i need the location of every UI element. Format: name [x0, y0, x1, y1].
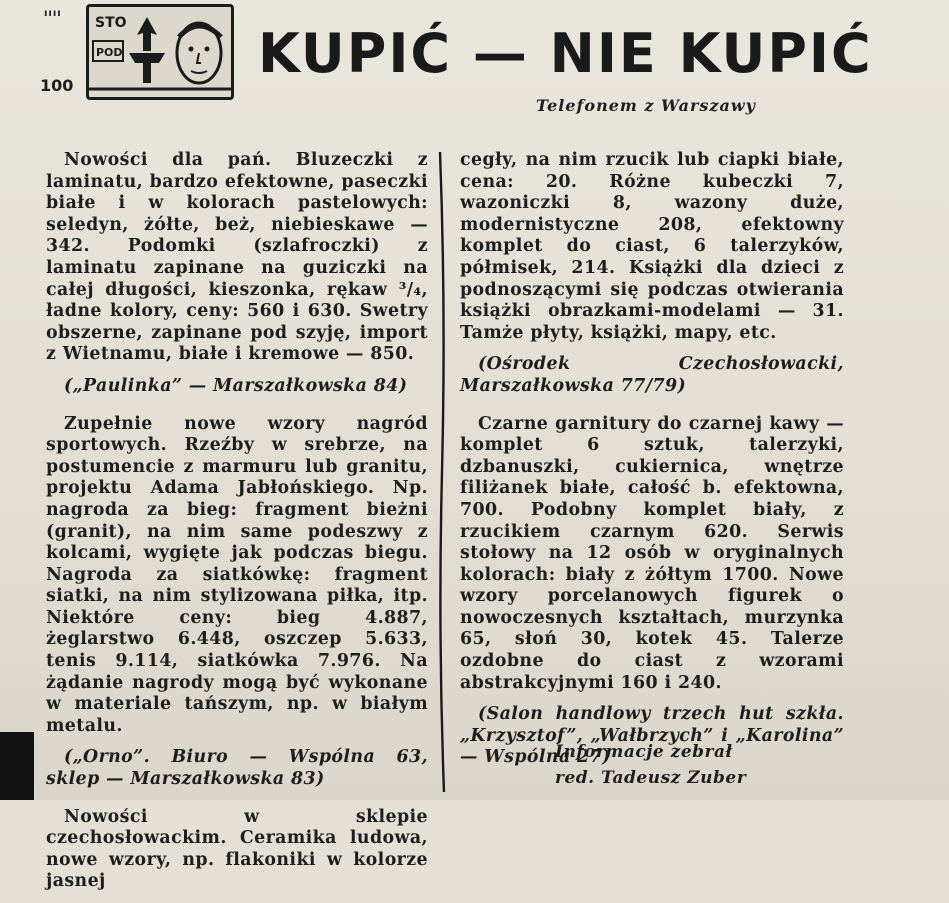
article-source: (Ośrodek Czechosłowacki, Marszałkowska 77/79) [460, 354, 844, 396]
article-body: Rzeźby w srebrze, na postumencie z marmuru lub granitu, projektu Adama Jabłońskiego. Np. nagroda za bieg: fragment bieżni (granit), na nim same podeszwy z kolcami, wygięte jak podczas biegu. Nagroda za siatkówkę: fragment siatki, na nim stylizowana piłka, itp. Niektóre ceny: bieg 4.887, żeglarstwo 6.448, oszczep 5.633, tenis 9.114, siatkówka 7.976. Na żądanie nagrody mogą być wykonane w materiale tańszym, np. w białym metalu. [46, 435, 428, 736]
page-number: 100 [40, 76, 74, 95]
article-source: („Orno”. Biuro — Wspólna 63, sklep — Marszałkowska 83) [46, 747, 428, 790]
logo-text-top: STO [95, 15, 127, 31]
byline: Telefonem z Warszawy [536, 96, 756, 115]
article-body: Ceramika ludowa, nowe wzory, np. flakoniki w kolorze jasnej [46, 828, 428, 892]
article-news-for-ladies [46, 150, 428, 366]
credit-line-1: Informacje zebrał [555, 742, 733, 762]
article-sport-awards [46, 414, 428, 738]
author-credit [555, 739, 746, 791]
article-lead: Czarne garnitury do czarnej kawy [478, 413, 820, 434]
article-czech-shop-continued: cegły, na nim rzucik lub ciapki białe, cena: 20. Różne kubeczki 7, wazoniczki 8, wazony duże, modernistyczne 208, efektowny komplet do ciast, 6 talerzyków, półmisek, 214. Książki dla dzieci z podnoszącymi się podczas otwierania książki obrazkami-modelami — 31. Tamże płyty, książki, mapy, etc. [460, 150, 844, 343]
corner-mark: ıııı [44, 8, 62, 19]
article-source: („Paulinka” — Marszałkowska 84) [64, 375, 408, 396]
page-headline: KUPIĆ — NIE KUPIĆ [258, 22, 873, 85]
article-czech-shop [46, 807, 428, 893]
credit-line-2: red. Tadeusz Zuber [555, 768, 747, 788]
article-lead: Nowości dla pań. [64, 150, 272, 170]
right-column [460, 150, 844, 785]
article-body: — komplet 6 sztuk, talerzyki, dzbanuszki, cukiernica, wnętrze filiżanek białe, całość b. efektowna, 700. Podobny komplet biały, z rzucikiem czarnym 620. Serwis stołowy na 12 osób w oryginalnych kolorach: biały z żółtym 1700. Nowe wzory porcelanowych figurek o nowoczesnych kształtach, murzynka 65, słoń 30, kotek 45. Talerze ozdobne do ciast z wzorami abstrakcyjnymi 160 i 240. [460, 413, 844, 693]
article-body: Bluzeczki z laminatu, bardzo efektowne, paseczki białe i w kolorach pastelowych: seledyn, żółte, beż, niebieskawe — 342. Podomki (szlafroczki) z laminatu zapinane na guziczki na całej długości, kieszonka, rękaw ³/₄, ładne kolory, ceny: 560 i 630. Swetry obszerne, zapinane pod szyję, import z Wietnamu, białe i kremowe — 850. [46, 150, 428, 365]
article-lead: Nowości w sklepie czechosłowackim. [46, 806, 428, 849]
column-logo [86, 4, 234, 100]
article-source: (Salon handlowy trzech hut szkła. „Krzysztof”, „Wałbrzych” i „Karolina” — Wspólna 27) [460, 704, 844, 768]
article-black-coffee-sets [460, 414, 844, 695]
logo-text-mid: POD [96, 46, 123, 59]
article-lead: Zupełnie nowe wzory nagród sportowych. [46, 413, 428, 456]
edge-black-bar [0, 732, 34, 800]
column-divider [436, 152, 450, 792]
column-logo-illustration [89, 7, 231, 97]
left-column [46, 150, 428, 903]
